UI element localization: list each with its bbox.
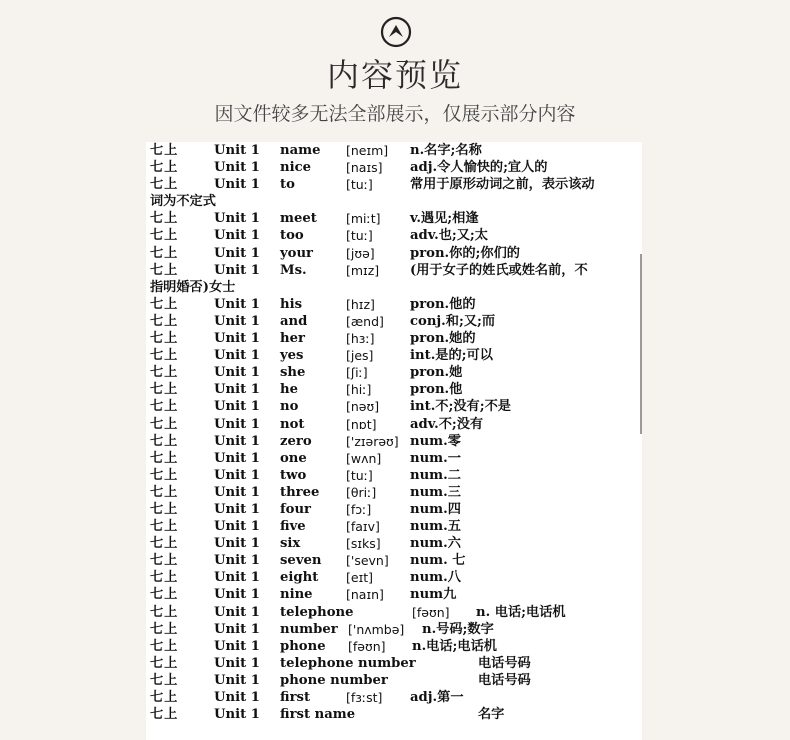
vocab-unit: Unit 1 [214, 331, 260, 347]
vocab-row [150, 210, 634, 227]
vocab-grade: 七上 [150, 672, 179, 688]
vocab-word: she [280, 365, 306, 381]
vocab-unit: Unit 1 [214, 348, 260, 364]
vocab-unit: Unit 1 [214, 433, 260, 449]
vocab-row [150, 381, 634, 398]
vocab-phonetic: [neɪm] [346, 143, 389, 158]
vocab-meaning: num.五 [410, 519, 461, 535]
vocab-row [150, 398, 634, 415]
vocab-phonetic: [tuː] [346, 228, 373, 244]
page-subtitle: 因文件较多无法全部展示，仅展示部分内容 [214, 103, 576, 125]
vocab-word: five [280, 519, 306, 535]
vocab-row [150, 518, 634, 535]
vocab-meaning: adv.不;没有 [410, 416, 484, 432]
vocab-phonetic: [jes] [346, 348, 374, 364]
vocab-phonetic: [eɪt] [346, 570, 373, 586]
vocab-grade: 七上 [150, 621, 179, 637]
vocab-unit: Unit 1 [214, 211, 260, 227]
vocab-word: he [280, 382, 298, 398]
vocab-grade: 七上 [150, 143, 179, 158]
vocab-meaning: num.六 [410, 536, 461, 552]
vocab-row [150, 467, 634, 484]
vocab-phonetic: [wʌn] [346, 450, 382, 466]
vocab-unit: Unit 1 [214, 228, 260, 244]
vocab-row [150, 501, 634, 518]
chevron-up-circle-icon [380, 16, 412, 48]
vocab-grade: 七上 [150, 228, 179, 244]
vocab-meaning: n.电话;电话机 [412, 638, 497, 654]
vocab-unit: Unit 1 [214, 177, 260, 193]
vocab-unit: Unit 1 [214, 621, 260, 637]
vocab-meaning: pron.他的 [410, 296, 476, 312]
vocab-row [150, 296, 634, 313]
vocab-meaning: num.二 [410, 467, 461, 483]
vocab-row [150, 586, 634, 603]
vocab-phonetic: [faɪv] [346, 519, 380, 535]
vocab-meaning: (用于女子的姓氏或姓名前，不 [410, 262, 588, 278]
vocab-grade: 七上 [150, 519, 179, 535]
vocab-word: too [280, 228, 304, 244]
vocab-word: his [280, 296, 303, 312]
vocab-grade: 七上 [150, 262, 179, 278]
vocab-word: phone number [280, 672, 388, 688]
vocab-word: seven [280, 553, 322, 569]
vocab-row [150, 655, 634, 672]
vocab-row [150, 672, 634, 689]
vocab-unit: Unit 1 [214, 416, 260, 432]
vocab-phonetic: [tuː] [346, 467, 373, 483]
vocab-row [150, 569, 634, 586]
vocab-word: your [280, 245, 313, 261]
vocab-meaning-continued: 指明婚否)女士 [150, 279, 236, 295]
vocab-phonetic: [tuː] [346, 177, 373, 193]
vocab-word: first name [280, 707, 356, 723]
vocab-unit: Unit 1 [214, 604, 260, 620]
vocab-grade: 七上 [150, 570, 179, 586]
vocab-grade: 七上 [150, 690, 179, 705]
vocab-row [150, 245, 634, 262]
vocab-word: four [280, 501, 312, 517]
vocab-grade: 七上 [150, 331, 179, 347]
vocab-phonetic: [hɜː] [346, 331, 375, 347]
vocab-word: nine [280, 587, 313, 603]
vocab-grade: 七上 [150, 296, 179, 312]
vocab-phonetic: [fəʊn] [348, 638, 386, 654]
vocab-grade: 七上 [150, 160, 179, 176]
vocab-unit: Unit 1 [214, 570, 260, 586]
vocab-phonetic: [θriː] [346, 484, 377, 500]
vocab-meaning: n.号码;数字 [422, 621, 494, 637]
vocab-unit: Unit 1 [214, 365, 260, 381]
vocab-row [150, 416, 634, 433]
vocab-phonetic: [hɪz] [346, 296, 375, 312]
vocab-unit: Unit 1 [214, 399, 260, 415]
vocab-phonetic: [fɜːst] [346, 690, 383, 705]
vocab-phonetic: ['zɪərəʊ] [346, 433, 399, 449]
vocab-meaning: conj.和;又;而 [410, 313, 496, 329]
vocab-grade: 七上 [150, 604, 179, 620]
vocab-meaning: pron.他 [410, 382, 463, 398]
vocab-word: to [280, 177, 295, 193]
vocab-list [150, 142, 634, 723]
vocab-phonetic: [naɪs] [346, 160, 383, 176]
vocab-unit: Unit 1 [214, 467, 260, 483]
vocab-row [150, 142, 634, 159]
vocab-unit: Unit 1 [214, 313, 260, 329]
vocab-meaning: n.名字;名称 [410, 143, 482, 158]
vocab-meaning: pron.你的;你们的 [410, 245, 520, 261]
vocab-row [150, 638, 634, 655]
vocab-row [150, 176, 634, 193]
vocab-grade: 七上 [150, 553, 179, 569]
vocab-phonetic: [nəʊ] [346, 399, 380, 415]
vocab-meaning: n. 电话;电话机 [476, 604, 566, 620]
vocab-row [150, 450, 634, 467]
vocab-meaning: num.四 [410, 501, 461, 517]
vocab-row [150, 433, 634, 450]
vocab-unit: Unit 1 [214, 690, 260, 705]
vocab-grade: 七上 [150, 365, 179, 381]
vocab-meaning: adj.令人愉快的;宜人的 [410, 160, 548, 176]
vocab-unit: Unit 1 [214, 484, 260, 500]
vocab-grade: 七上 [150, 433, 179, 449]
vocab-row [150, 689, 634, 706]
page-title: 内容预览 [326, 56, 463, 94]
vocab-word: three [280, 484, 320, 500]
vocab-word: six [280, 536, 301, 552]
vocab-phonetic: ['sevn] [346, 553, 389, 569]
vocab-unit: Unit 1 [214, 382, 260, 398]
vocab-unit: Unit 1 [214, 296, 260, 312]
vocab-meaning: num.八 [410, 570, 461, 586]
vocab-grade: 七上 [150, 177, 179, 193]
document-preview[interactable] [146, 142, 642, 740]
vocab-unit: Unit 1 [214, 536, 260, 552]
vocab-row [150, 706, 634, 723]
vocab-row [150, 604, 634, 621]
vocab-word: first [280, 690, 311, 705]
vocab-meaning: int.是的;可以 [410, 348, 493, 364]
vocab-word: name [280, 143, 321, 158]
vocab-phonetic: [nɒt] [346, 416, 377, 432]
vocab-grade: 七上 [150, 382, 179, 398]
vocab-row [150, 227, 634, 244]
vocab-word: telephone [280, 604, 354, 620]
vocab-word: telephone number [280, 655, 416, 671]
vocab-grade: 七上 [150, 211, 179, 227]
vocab-grade: 七上 [150, 399, 179, 415]
vocab-grade: 七上 [150, 467, 179, 483]
vocab-row [150, 364, 634, 381]
vocab-grade: 七上 [150, 638, 179, 654]
vocab-meaning: adj.第一 [410, 690, 464, 705]
vocab-grade: 七上 [150, 484, 179, 500]
vocab-word: two [280, 467, 307, 483]
vocab-row [150, 262, 634, 279]
vocab-phonetic: [sɪks] [346, 536, 381, 552]
vocab-phonetic: ['nʌmbə] [348, 621, 405, 637]
vocab-word: number [280, 621, 338, 637]
vocab-meaning: 常用于原形动词之前，表示该动 [410, 177, 595, 193]
vocab-meaning: 名字 [478, 707, 505, 723]
vocab-phonetic: [mɪz] [346, 262, 380, 278]
vocab-word: meet [280, 211, 317, 227]
vocab-grade: 七上 [150, 655, 179, 671]
vocab-grade: 七上 [150, 313, 179, 329]
vocab-word: not [280, 416, 305, 432]
vocab-word: one [280, 450, 307, 466]
vocab-meaning: 电话号码 [478, 655, 531, 671]
vocab-row [150, 347, 634, 364]
vocab-phonetic: [fɔː] [346, 501, 372, 517]
vocab-unit: Unit 1 [214, 638, 260, 654]
vocab-unit: Unit 1 [214, 707, 260, 723]
vocab-unit: Unit 1 [214, 553, 260, 569]
vocab-row [150, 313, 634, 330]
vocab-unit: Unit 1 [214, 143, 260, 158]
vocab-word: her [280, 331, 305, 347]
vocab-word: Ms. [280, 262, 307, 278]
vocab-unit: Unit 1 [214, 672, 260, 688]
vocab-word: no [280, 399, 299, 415]
vocab-unit: Unit 1 [214, 519, 260, 535]
vocab-word: nice [280, 160, 312, 176]
vocab-row [150, 330, 634, 347]
vocab-phonetic: [hiː] [346, 382, 372, 398]
vocab-grade: 七上 [150, 416, 179, 432]
vocab-grade: 七上 [150, 707, 179, 723]
vocab-meaning: 电话号码 [478, 672, 531, 688]
vocab-meaning: num. 七 [410, 553, 466, 569]
vocab-word: eight [280, 570, 319, 586]
vocab-unit: Unit 1 [214, 587, 260, 603]
vocab-word: phone [280, 638, 326, 654]
vocab-row [150, 159, 634, 176]
vocab-grade: 七上 [150, 450, 179, 466]
vocab-grade: 七上 [150, 536, 179, 552]
vocab-meaning: v.遇见;相逢 [410, 211, 479, 227]
vocab-meaning: adv.也;又;太 [410, 228, 488, 244]
vocab-meaning: num.零 [410, 433, 461, 449]
vocab-meaning: pron.她 [410, 365, 463, 381]
vocab-unit: Unit 1 [214, 262, 260, 278]
vocab-row [150, 552, 634, 569]
vocab-row [150, 484, 634, 501]
vocab-phonetic: [jʊə] [346, 245, 375, 261]
vocab-phonetic: [naɪn] [346, 587, 384, 603]
vocab-grade: 七上 [150, 348, 179, 364]
vocab-meaning: num九 [410, 587, 457, 603]
vocab-unit: Unit 1 [214, 245, 260, 261]
vocab-unit: Unit 1 [214, 160, 260, 176]
vocab-phonetic: [miːt] [346, 211, 381, 227]
vocab-grade: 七上 [150, 501, 179, 517]
vocab-grade: 七上 [150, 245, 179, 261]
vocab-phonetic: [ænd] [346, 313, 384, 329]
vocab-word: zero [280, 433, 312, 449]
vocab-row [150, 621, 634, 638]
vocab-phonetic: [fəʊn] [412, 604, 450, 620]
vocab-word: and [280, 313, 308, 329]
vocab-meaning: num.一 [410, 450, 461, 466]
scrollbar-thumb[interactable] [640, 254, 642, 434]
vocab-row [150, 535, 634, 552]
vocab-unit: Unit 1 [214, 655, 260, 671]
vocab-phonetic: [ʃiː] [346, 365, 368, 381]
vocab-grade: 七上 [150, 587, 179, 603]
vocab-unit: Unit 1 [214, 450, 260, 466]
vocab-word: yes [280, 348, 304, 364]
vocab-meaning-continued: 词为不定式 [150, 194, 216, 210]
vocab-meaning: int.不;没有;不是 [410, 399, 511, 415]
vocab-meaning: pron.她的 [410, 331, 476, 347]
vocab-unit: Unit 1 [214, 501, 260, 517]
vocab-meaning: num.三 [410, 484, 461, 500]
